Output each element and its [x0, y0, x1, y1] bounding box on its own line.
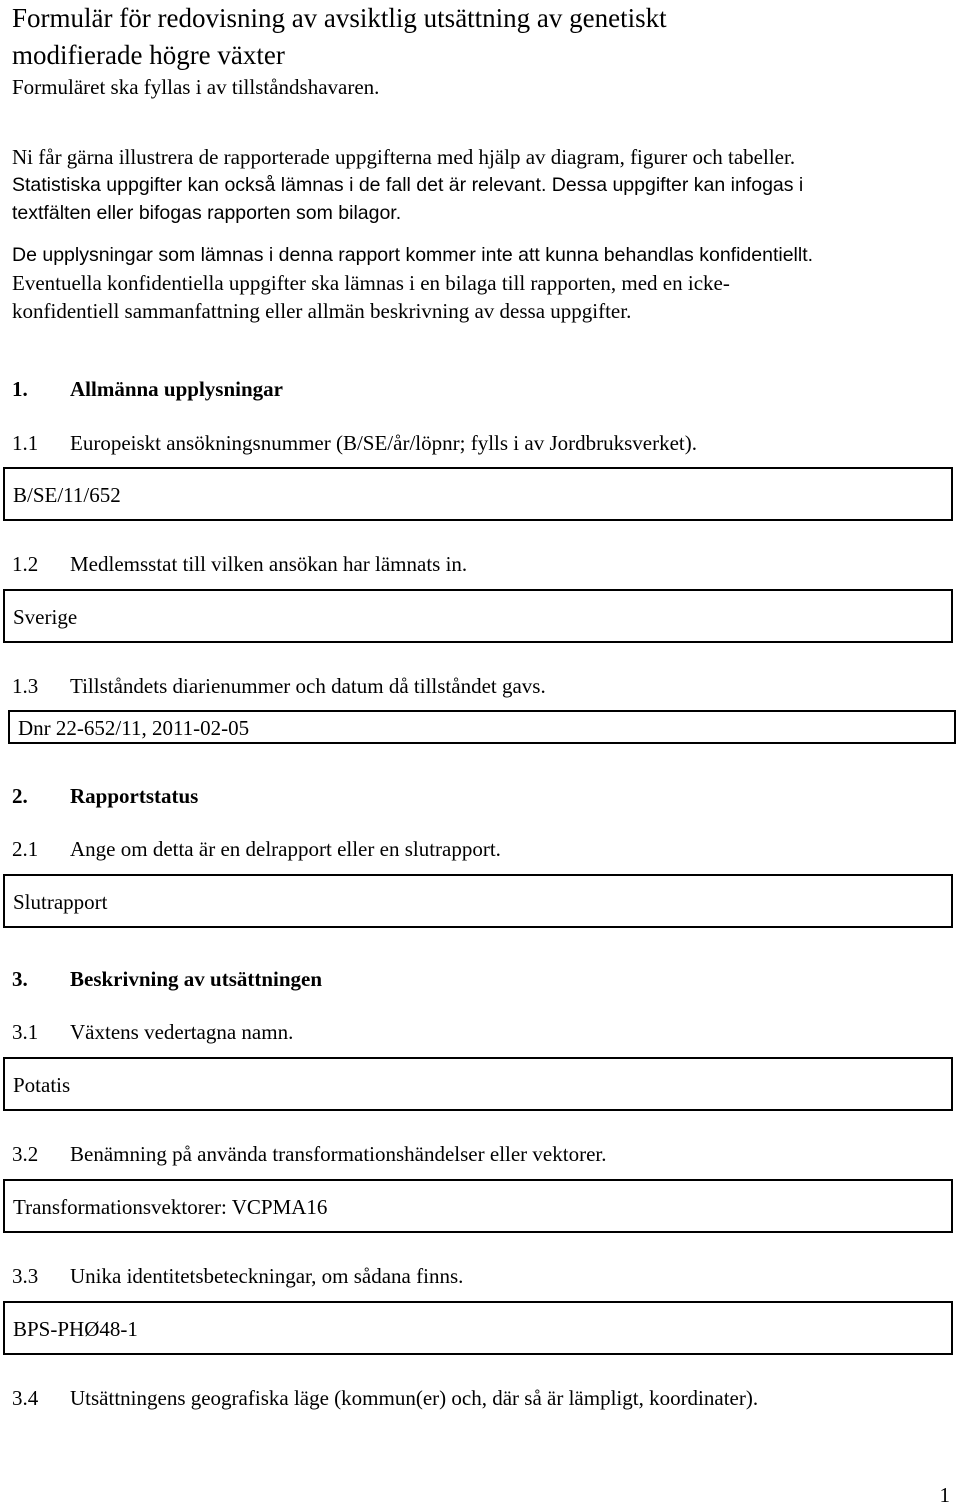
page-title-line-2: modifierade högre växter: [12, 40, 285, 70]
section-number: 3.: [12, 967, 28, 991]
page-number: 1: [939, 1483, 950, 1507]
permit-reference-value: Dnr 22-652/11, 2011-02-05: [18, 716, 250, 740]
field-number: 2.1: [12, 837, 39, 861]
intro-paragraph-3-line-3: konfidentiell sammanfattning eller allmän beskrivning av dessa uppgifter.: [12, 299, 632, 323]
unique-identifier-value: BPS-PHØ48-1: [13, 1317, 138, 1341]
page-title-line-1: Formulär för redovisning av avsiktlig utsättning av genetiskt: [12, 3, 667, 33]
field-number: 3.1: [12, 1020, 39, 1044]
field-label: Unika identitetsbeteckningar, om sådana finns.: [70, 1264, 464, 1288]
field-number: 3.3: [12, 1264, 39, 1288]
plant-name-field[interactable]: [3, 1057, 953, 1111]
field-number: 1.3: [12, 674, 39, 698]
section-title: Rapportstatus: [70, 784, 199, 808]
permit-reference-field[interactable]: [8, 710, 956, 744]
page-title: [12, 0, 667, 74]
report-status-value: Slutrapport: [13, 890, 108, 914]
intro-paragraph-3-line-2: Eventuella konfidentiella uppgifter ska lämnas i en bilaga till rapporten, med en icke-: [12, 271, 730, 295]
unique-identifier-field[interactable]: [3, 1301, 953, 1355]
report-status-field[interactable]: [3, 874, 953, 928]
section-number: 1.: [12, 377, 28, 401]
transformation-events-field[interactable]: [3, 1179, 953, 1233]
section-number: 2.: [12, 784, 28, 808]
transformation-events-value: Transformationsvektorer: VCPMA16: [13, 1195, 328, 1219]
plant-name-value: Potatis: [13, 1073, 71, 1097]
intro-paragraph-1: Formuläret ska fyllas i av tillståndshavaren.: [12, 75, 380, 99]
field-label: Tillståndets diarienummer och datum då tillståndet gavs.: [70, 674, 546, 698]
field-number: 3.2: [12, 1142, 39, 1166]
field-number: 3.4: [12, 1386, 39, 1410]
application-number-value: B/SE/11/652: [13, 483, 121, 507]
field-label: Växtens vedertagna namn.: [70, 1020, 294, 1044]
field-number: 1.2: [12, 552, 39, 576]
intro-paragraph-2-line-3: textfälten eller bifogas rapporten som bilagor.: [12, 202, 402, 224]
intro-paragraph-3-line-1: De upplysningar som lämnas i denna rapport kommer inte att kunna behandlas konfidentiellt.: [12, 244, 814, 266]
field-label: Europeiskt ansökningsnummer (B/SE/år/löpnr; fylls i av Jordbruksverket).: [70, 431, 697, 455]
application-number-field[interactable]: [3, 467, 953, 521]
field-label: Medlemsstat till vilken ansökan har lämnats in.: [70, 552, 468, 576]
field-label: Benämning på använda transformationshändelser eller vektorer.: [70, 1142, 607, 1166]
section-title: Allmänna upplysningar: [70, 377, 283, 401]
section-title: Beskrivning av utsättningen: [70, 967, 323, 991]
member-state-value: Sverige: [13, 605, 78, 629]
intro-paragraph-2-line-2: Statistiska uppgifter kan också lämnas i de fall det är relevant. Dessa uppgifter kan infogas i: [12, 174, 804, 196]
field-label: Utsättningens geografiska läge (kommun(er) och, där så är lämpligt, koordinater).: [70, 1386, 759, 1410]
field-number: 1.1: [12, 431, 39, 455]
intro-paragraph-2-line-1: Ni får gärna illustrera de rapporterade uppgifterna med hjälp av diagram, figurer och tabeller.: [12, 145, 796, 169]
field-label: Ange om detta är en delrapport eller en slutrapport.: [70, 837, 501, 861]
member-state-field[interactable]: [3, 589, 953, 643]
